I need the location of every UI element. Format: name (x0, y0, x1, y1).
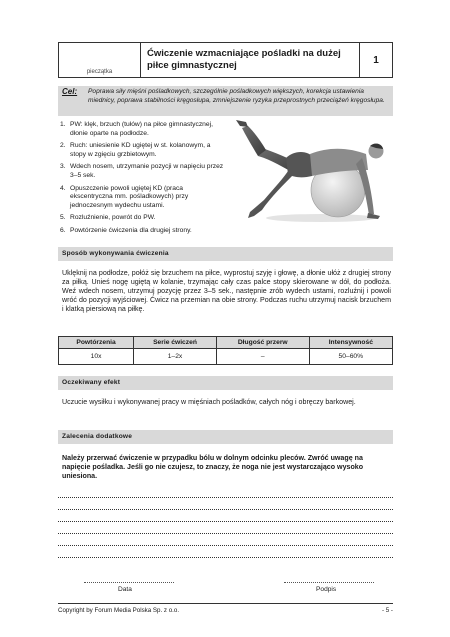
step-item: 1. PW: klęk, brzuch (tułów) na piłce gimnastycznej, dłonie oparte na podłodze. (60, 121, 213, 137)
section-heading-method: Sposób wykonywania ćwiczenia (58, 247, 393, 261)
table-cell: 50–60% (309, 349, 392, 365)
table-header-cell: Intensywność (309, 337, 392, 349)
step-item: 4. Opuszczenie powoli ugiętej KD (praca ekscentryczna mm. pośladkowych) przy jednoczesnym wydechu ustami. (60, 184, 189, 209)
goal-label: Cel: (62, 87, 78, 96)
table-cell: – (216, 349, 309, 365)
signature-area (58, 580, 393, 600)
stamp-cell (59, 43, 141, 77)
table-header-cell: Długość przerw (216, 337, 309, 349)
table-cell: 10x (59, 349, 134, 365)
table-row (59, 349, 393, 365)
note-line (58, 498, 393, 510)
note-line (58, 510, 393, 522)
method-text: Uklęknij na podłodze, połóż się brzuchem na piłce, wyprostuj szyję i głowę, a dłonie ułóż z drugiej strony za piłką. Unieś nogę ugiętą w kolanie, trzymając cały czas palce stopy skierowane w dół, do podłoża. Weź wdech nosem, utrzymuj pozycję przez 3–5 sek., następnie zrób wydech ustami, rozluźnij i powoli wróć do pozycji wyjściowej. Ćwicz na przemian na obie strony. Podczas ruchu utrzymuj nacisk brzuchem i klatką piersiową na piłkę. (62, 269, 391, 313)
table-header-cell: Serie ćwiczeń (134, 337, 217, 349)
table-header-cell: Powtórzenia (59, 337, 134, 349)
signature-line (284, 582, 374, 583)
step-item: 3. Wdech nosem, utrzymanie pozycji w napięciu przez 3–5 sek. (60, 163, 224, 179)
exercise-illustration (226, 118, 394, 230)
note-line (58, 534, 393, 546)
goal-box (58, 86, 393, 116)
step-item: 5. Rozluźnienie, powrót do PW. (60, 214, 156, 222)
note-line (58, 486, 393, 498)
stamp-label: pieczątka (86, 69, 113, 75)
page-footer (58, 603, 393, 614)
page-number: - 5 - (381, 607, 393, 614)
date-label: Data (118, 586, 132, 593)
steps-list (60, 121, 225, 240)
step-item: 6. Powtórzenie ćwiczenia dla drugiej strony. (60, 226, 192, 234)
copyright-text: Copyright by Forum Media Polska Sp. z o.o. (58, 607, 180, 614)
header-table (58, 42, 393, 78)
notes-lines (58, 486, 393, 558)
warning-text: Należy przerwać ćwiczenie w przypadku bólu w dolnym odcinku pleców. Zwróć uwagę na napięcie pośladka. Jeśli go nie czujesz, to znaczy, że noga nie jest wystarczająco wysoko uniesiona. (62, 454, 364, 480)
table-header-row (59, 337, 393, 349)
exercise-title: Ćwiczenie wzmacniające pośladki na dużej piłce gimnastycznej (141, 43, 360, 77)
section-heading-effect: Oczekiwany efekt (58, 376, 393, 390)
note-line (58, 522, 393, 534)
table-cell: 1–2x (134, 349, 217, 365)
note-line (58, 546, 393, 558)
effect-text: Uczucie wysiłku i wykonywanej pracy w mięśniach pośladków, całych nóg i obręczy barkowej. (62, 398, 356, 406)
signature-label: Podpis (316, 586, 337, 593)
date-line (84, 582, 174, 583)
step-item: 2. Ruch: uniesienie KD ugiętej w st. kolanowym, a stopy w zgięciu grzbietowym. (60, 142, 211, 158)
exercise-number: 1 (373, 54, 379, 66)
parameters-table (58, 336, 393, 365)
goal-text: Poprawa siły mięśni pośladkowych, szczególnie pośladkowych większych, korekcja ustawienia miednicy, poprawa stabilności kręgosłupa, zmniejszenie ryzyka przeprostnych przeciążeń kręgosłupa. (88, 88, 385, 104)
section-heading-extra: Zalecenia dodatkowe (58, 430, 393, 444)
